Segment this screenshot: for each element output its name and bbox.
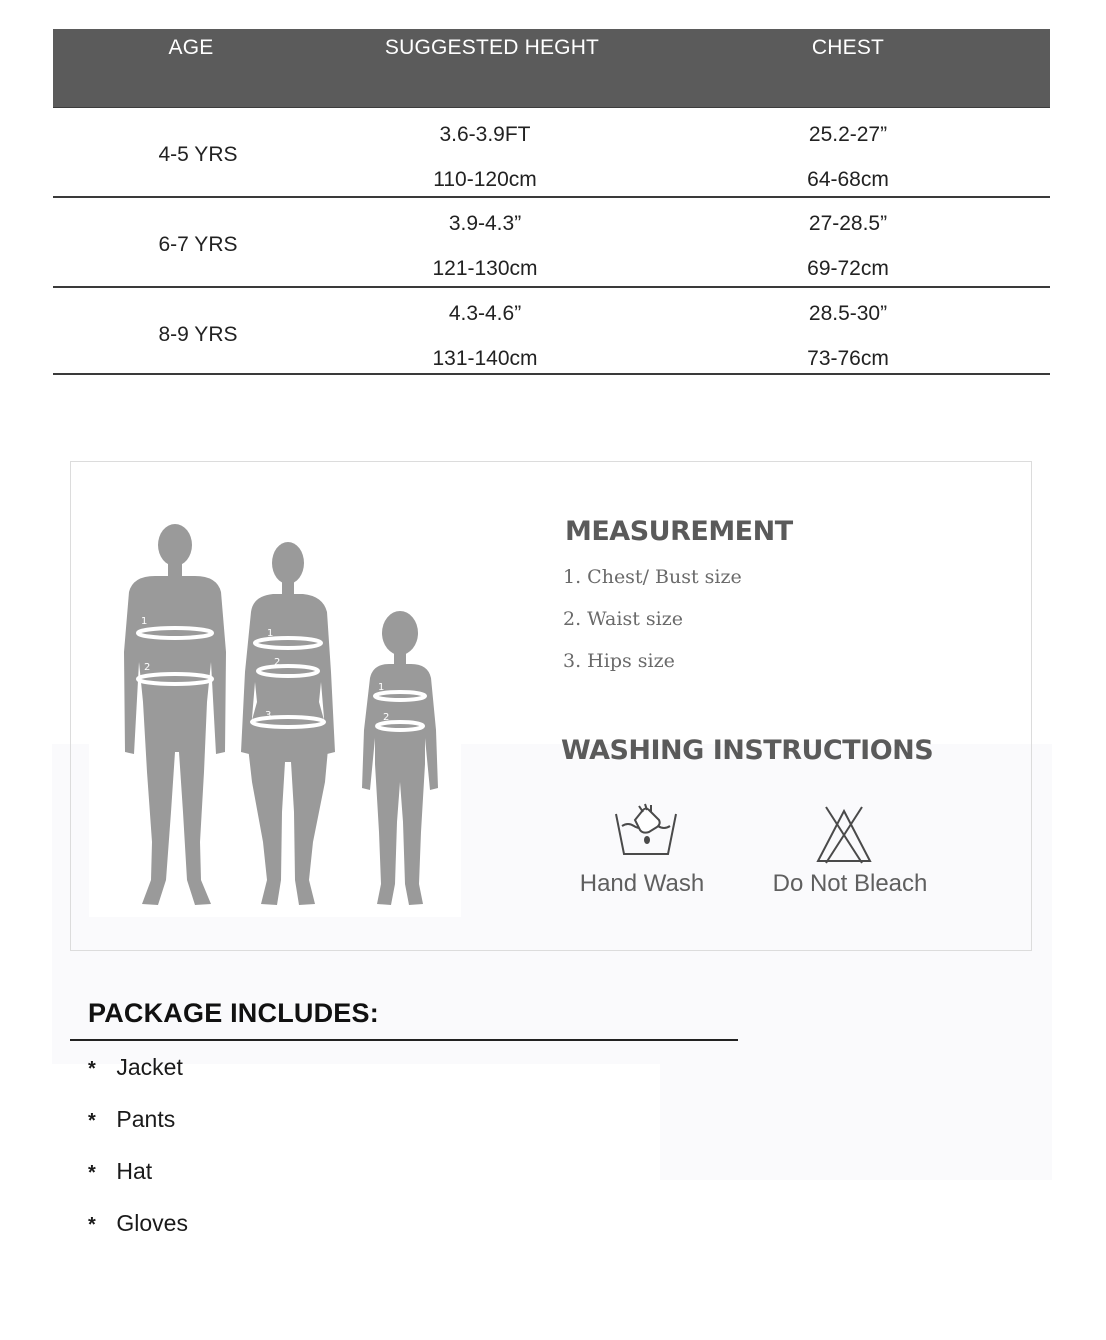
washing-instructions-title: WASHING INSTRUCTIONS [561, 735, 934, 766]
hips-mark: 3 [265, 710, 272, 721]
measurement-title: MEASUREMENT [565, 516, 793, 547]
height-ft-cell: 3.6-3.9FT [439, 123, 531, 146]
body-figures-illustration [89, 512, 461, 917]
bullet-star: * [88, 1214, 96, 1236]
package-divider [70, 1039, 738, 1041]
height-ft-cell: 3.9-4.3” [448, 212, 522, 235]
header-age: AGE [168, 36, 214, 59]
no-bleach-icon [814, 805, 874, 870]
size-table [53, 29, 1050, 375]
package-includes-title: PACKAGE INCLUDES: [88, 998, 379, 1028]
height-cm-cell: 131-140cm [432, 347, 538, 370]
table-header [53, 29, 1050, 108]
package-item-hat: Hat [116, 1158, 153, 1184]
bullet-star: * [88, 1058, 96, 1080]
table-row [53, 108, 1050, 198]
chest-cm-cell: 73-76cm [807, 347, 889, 370]
package-item-pants: Pants [116, 1106, 176, 1132]
package-list [88, 1054, 188, 1262]
child-figure [362, 611, 438, 905]
list-item [88, 1106, 188, 1158]
measurement-item-waist: 2. Waist size [563, 608, 683, 630]
waist-mark: 2 [274, 657, 281, 668]
chest-in-cell: 25.2-27” [808, 123, 888, 146]
info-card [70, 461, 1032, 951]
height-ft-cell: 4.3-4.6” [448, 302, 522, 325]
package-item-gloves: Gloves [116, 1210, 188, 1236]
list-item [88, 1054, 188, 1106]
list-item [88, 1210, 188, 1262]
chest-cm-cell: 69-72cm [807, 257, 889, 280]
measurement-item-hips: 3. Hips size [563, 650, 675, 672]
bullet-star: * [88, 1162, 96, 1184]
age-cell: 4-5 YRS [158, 143, 238, 166]
age-cell: 6-7 YRS [158, 233, 238, 256]
package-item-jacket: Jacket [116, 1054, 183, 1080]
measurement-list [563, 565, 742, 691]
man-figure [124, 524, 226, 905]
hand-wash-label: Hand Wash [579, 870, 705, 897]
table-row [53, 288, 1050, 375]
header-chest: CHEST [811, 36, 885, 59]
hand-wash-icon [613, 802, 679, 865]
header-suggested-height: SUGGESTED HEGHT [384, 36, 600, 59]
measurement-item-chest: 1. Chest/ Bust size [563, 566, 742, 588]
list-item [88, 1158, 188, 1210]
waist-mark: 2 [144, 662, 151, 673]
body-figures-svg [89, 512, 461, 917]
table-row [53, 198, 1050, 288]
chest-in-cell: 28.5-30” [808, 302, 888, 325]
height-cm-cell: 121-130cm [432, 257, 538, 280]
chest-mark: 1 [267, 628, 274, 639]
age-cell: 8-9 YRS [158, 323, 238, 346]
no-bleach-label: Do Not Bleach [772, 870, 928, 897]
chest-mark: 1 [141, 616, 148, 627]
height-cm-cell: 110-120cm [433, 168, 537, 191]
chest-mark: 1 [378, 682, 385, 693]
waist-mark: 2 [383, 712, 390, 723]
bullet-star: * [88, 1110, 96, 1132]
background-panel [660, 1060, 1052, 1180]
chest-cm-cell: 64-68cm [807, 168, 889, 191]
chest-in-cell: 27-28.5” [808, 212, 888, 235]
